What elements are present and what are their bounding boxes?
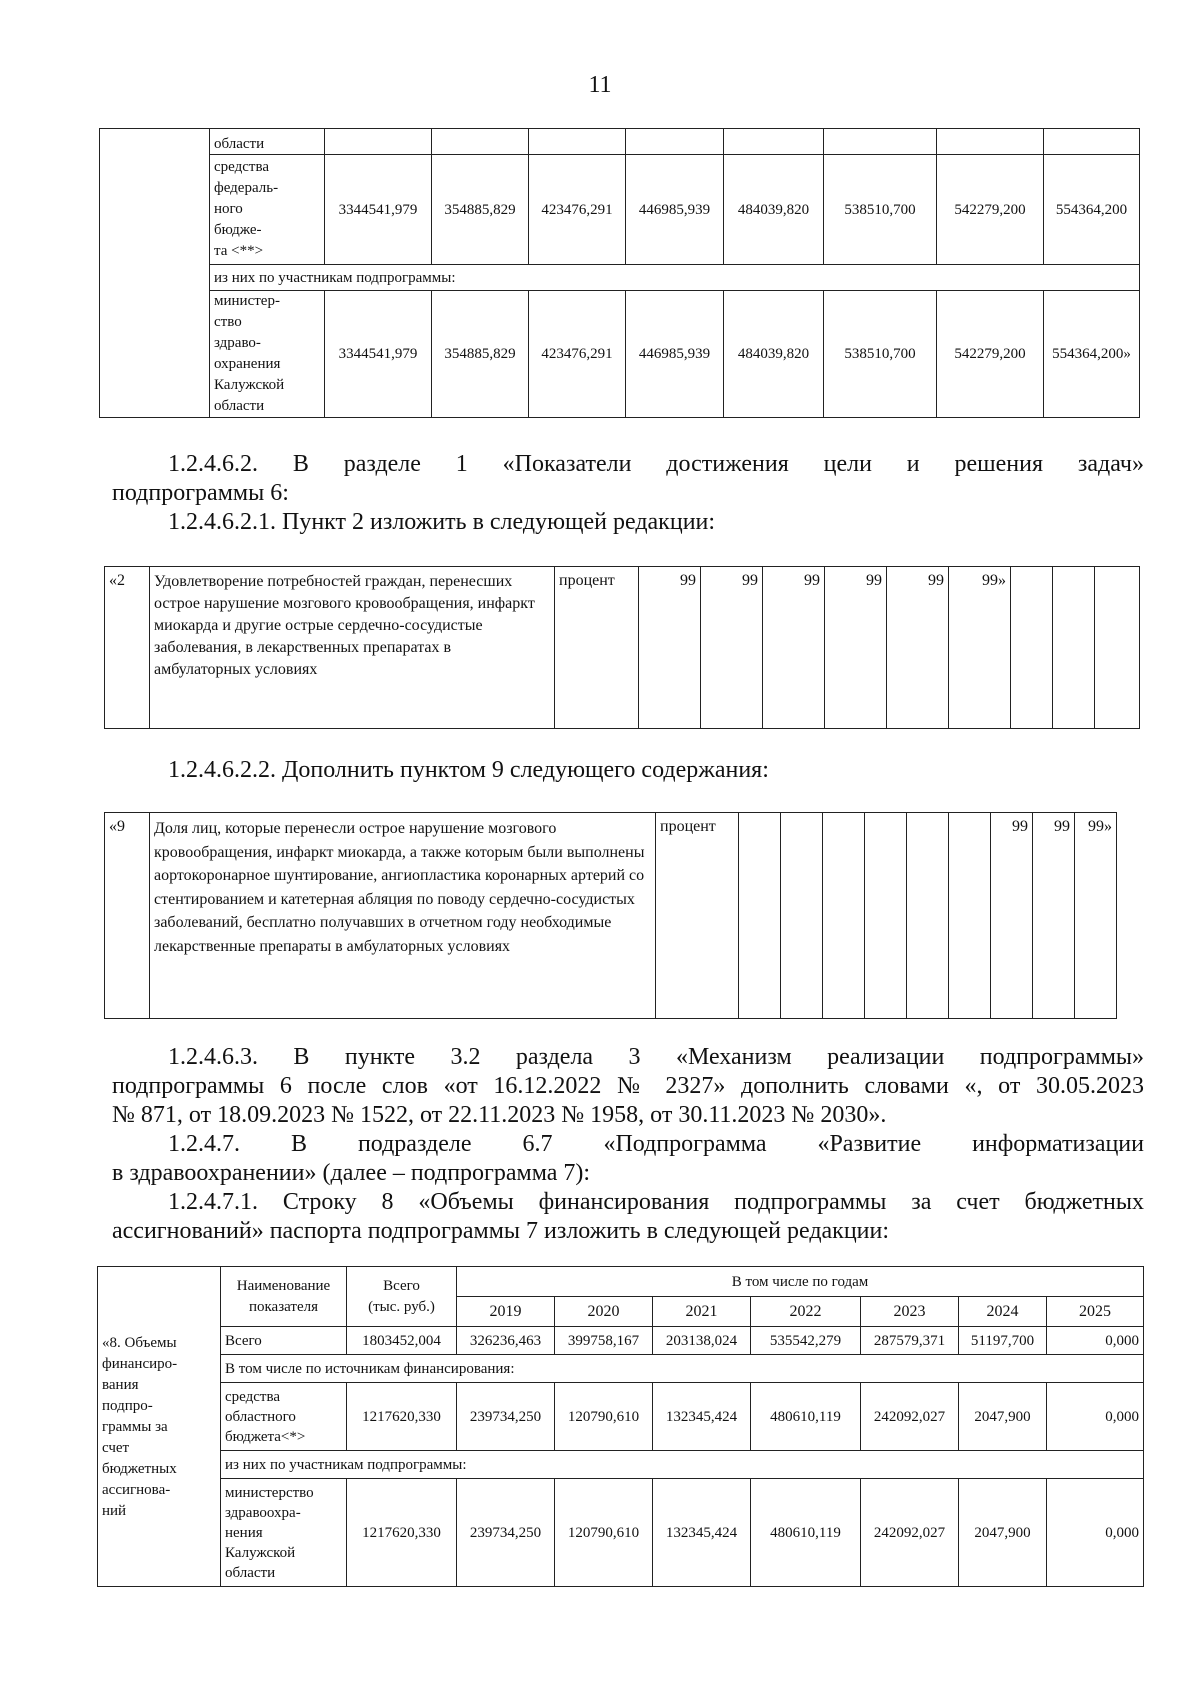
table-cell: 423476,291 <box>529 291 626 418</box>
table-cell: 535542,279 <box>751 1327 861 1355</box>
row-name-ministry: министерство здравоохра- нения Калужской области <box>221 1479 347 1587</box>
year-header: 2020 <box>555 1297 653 1327</box>
item-number: «2 <box>105 567 150 729</box>
table-cell: 484039,820 <box>724 155 824 265</box>
table-cell: 0,000 <box>1047 1327 1144 1355</box>
year-header: 2024 <box>959 1297 1047 1327</box>
table-cell: 1217620,330 <box>347 1383 457 1451</box>
table-cell: 3344541,979 <box>325 291 432 418</box>
table-cell: 242092,027 <box>861 1479 959 1587</box>
table-cell: 120790,610 <box>555 1383 653 1451</box>
value-cell: 99» <box>949 567 1011 729</box>
table-cell: 0,000 <box>1047 1383 1144 1451</box>
paragraph-1-2-4-6-3: 1.2.4.6.3. В пункте 3.2 раздела 3 «Механизм реализации подпрограммы» подпрограммы 6 после слов «от 16.12.2022 № 2327» дополнить словами «, от 30.05.2023 № 871, от 18.09.2023 № 1522, от 22.11.2023 № 1958, от 30.11.2023 № 2030». <box>112 1044 1144 1128</box>
indicator-table-item-2 <box>104 566 1140 729</box>
table-cell: 242092,027 <box>861 1383 959 1451</box>
indicator-text: Доля лиц, которые перенесли острое нарушение мозгового кровообращения, инфаркт миокарда, а также которым были выполнены аортокоронарное шунтирование, ангиопластика коронарных артерий со стентированием и катетерная абляция по поводу сердечно-сосудистых заболеваний, бесплатно получавших в отчетном году необходимые лекарственные препараты в амбулаторных условиях <box>150 813 656 1019</box>
table-cell: 2047,900 <box>959 1479 1047 1587</box>
value-cell: 99 <box>701 567 763 729</box>
table-cell: 484039,820 <box>724 291 824 418</box>
table-cell: 480610,119 <box>751 1479 861 1587</box>
row-subheading: из них по участникам подпрограммы: <box>210 265 1140 291</box>
table-cell: 51197,700 <box>959 1327 1047 1355</box>
financing-table <box>97 1266 1144 1587</box>
table-cell: 132345,424 <box>653 1383 751 1451</box>
item-number: «9 <box>105 813 150 1019</box>
budget-table-top <box>99 128 1140 418</box>
table-cell: 203138,024 <box>653 1327 751 1355</box>
year-header: 2022 <box>751 1297 861 1327</box>
table-cell: 542279,200 <box>937 291 1044 418</box>
table-cell: 132345,424 <box>653 1479 751 1587</box>
row-label-federal-budget: средства федераль- ного бюдже- та <**> <box>210 155 325 265</box>
value-cell: 99 <box>763 567 825 729</box>
paragraph-1-2-4-6-2-2: 1.2.4.6.2.2. Дополнить пунктом 9 следующего содержания: <box>168 757 769 783</box>
row-label: области <box>210 129 325 155</box>
paragraph-1-2-4-6-2-1: 1.2.4.6.2.1. Пункт 2 изложить в следующей редакции: <box>168 509 716 535</box>
table-cell: 538510,700 <box>824 291 937 418</box>
table-cell: 0,000 <box>1047 1479 1144 1587</box>
row-name-regional-budget: средства областного бюджета<*> <box>221 1383 347 1451</box>
table-cell: 2047,900 <box>959 1383 1047 1451</box>
value-cell: 99 <box>639 567 701 729</box>
indicator-text: Удовлетворение потребностей граждан, перенесших острое нарушение мозгового кровообращения, инфаркт миокарда и другие острые сердечно-сосудистые заболевания, в лекарственных препаратах в амбулаторных условиях <box>150 567 555 729</box>
value-cell <box>1053 567 1095 729</box>
table-cell: 239734,250 <box>457 1479 555 1587</box>
row-label-ministry: министер- ство здраво- охранения Калужской области <box>210 291 325 418</box>
table-cell: 1217620,330 <box>347 1479 457 1587</box>
value-cell <box>1011 567 1053 729</box>
value-cell <box>739 813 781 1019</box>
year-header: 2019 <box>457 1297 555 1327</box>
financing-row-label: «8. Объемы финансиро- вания подпро- граммы за счет бюджетных ассигнова- ний <box>98 1267 221 1587</box>
page-number: 11 <box>588 72 612 98</box>
header-total: Всего (тыс. руб.) <box>347 1267 457 1327</box>
table-cell: 354885,829 <box>432 291 529 418</box>
table-cell: 399758,167 <box>555 1327 653 1355</box>
unit: процент <box>656 813 739 1019</box>
value-cell: 99 <box>887 567 949 729</box>
row-subheading: В том числе по источникам финансирования: <box>221 1355 1144 1383</box>
paragraph-1-2-4-6-2: 1.2.4.6.2. В разделе 1 «Показатели достижения цели и решения задач» подпрограммы 6: 1.2.4.6.2.1. Пункт 2 изложить в следующей редакции: <box>112 451 1144 535</box>
paragraph-1-2-4-7: 1.2.4.7. В подразделе 6.7 «Подпрограмма «Развитие информатизации в здравоохранении» (далее – подпрограмма 7): <box>112 1131 1144 1186</box>
table-cell: 538510,700 <box>824 155 937 265</box>
row-subheading: из них по участникам подпрограммы: <box>221 1451 1144 1479</box>
header-years-caption: В том числе по годам <box>457 1267 1144 1297</box>
year-header: 2023 <box>861 1297 959 1327</box>
header-name: Наименование показателя <box>221 1267 347 1327</box>
table-cell: 3344541,979 <box>325 155 432 265</box>
table-cell: 326236,463 <box>457 1327 555 1355</box>
table-cell: 446985,939 <box>626 291 724 418</box>
table-cell: 287579,371 <box>861 1327 959 1355</box>
indicator-table-item-9 <box>104 812 1161 1019</box>
table-cell: 554364,200 <box>1044 155 1140 265</box>
value-cell <box>907 813 949 1019</box>
table-cell: 554364,200» <box>1044 291 1140 418</box>
paragraph-1-2-4-7-1: 1.2.4.7.1. Строку 8 «Объемы финансирования подпрограммы за счет бюджетных ассигнований» паспорта подпрограммы 7 изложить в следующей редакции: <box>112 1189 1144 1244</box>
value-cell: 99 <box>991 813 1033 1019</box>
table-cell: 423476,291 <box>529 155 626 265</box>
table-left-cell <box>100 129 210 418</box>
value-cell <box>1095 567 1140 729</box>
table-cell: 1803452,004 <box>347 1327 457 1355</box>
value-cell <box>823 813 865 1019</box>
value-cell <box>865 813 907 1019</box>
table-cell: 446985,939 <box>626 155 724 265</box>
value-cell: 99 <box>825 567 887 729</box>
value-cell: 99 <box>1033 813 1075 1019</box>
unit: процент <box>555 567 639 729</box>
value-cell: 99» <box>1075 813 1117 1019</box>
row-name-total: Всего <box>221 1327 347 1355</box>
year-header: 2021 <box>653 1297 751 1327</box>
table-cell: 480610,119 <box>751 1383 861 1451</box>
table-cell: 239734,250 <box>457 1383 555 1451</box>
value-cell <box>949 813 991 1019</box>
value-cell <box>781 813 823 1019</box>
table-cell: 354885,829 <box>432 155 529 265</box>
table-cell: 542279,200 <box>937 155 1044 265</box>
year-header: 2025 <box>1047 1297 1144 1327</box>
table-cell: 120790,610 <box>555 1479 653 1587</box>
